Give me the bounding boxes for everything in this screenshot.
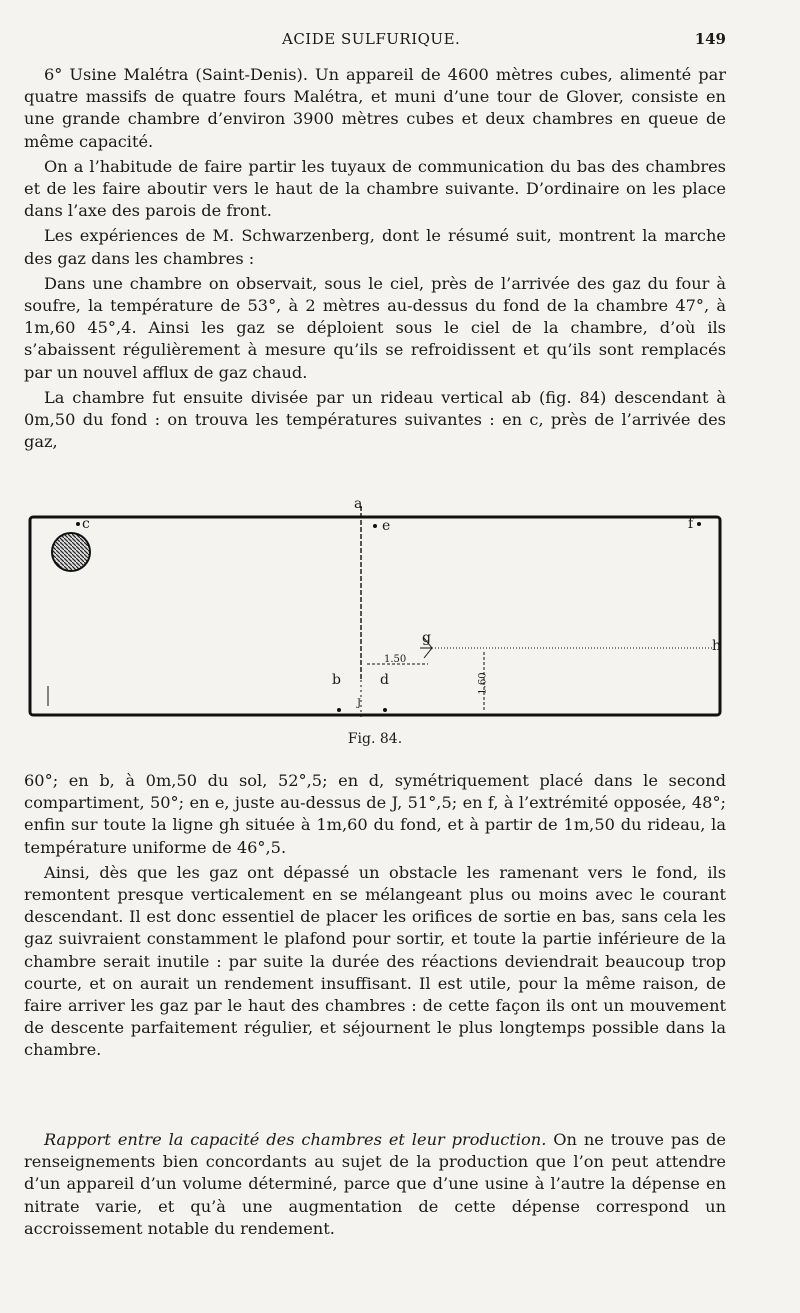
- label-h: h: [712, 638, 722, 654]
- paragraph: On a l’habitude de faire partir les tuyaux de communication du bas des chambres et de les faire aboutir vers le haut de la chambre suivante. D’ordinaire on les place dans l’axe des parois de front.: [24, 156, 726, 221]
- paragraph: La chambre fut ensuite divisée par un rideau vertical ab (fig. 84) descendant à 0m,50 du fond : on trouva les températures suivantes : en c, près de l’arrivée des gaz,: [24, 387, 726, 452]
- paragraph: 60°; en b, à 0m,50 du sol, 52°,5; en d, symétriquement placé dans le second compartiment, 50°; en e, juste au-dessus de J, 51°,5; en f, à l’extrémité opposée, 48°; enfin sur toute la ligne gh située à 1m,60 du fond, et à partir de 1m,50 du rideau, la température uniforme de 46°,5.: [24, 771, 726, 857]
- paragraph-text: On ne trouve pas de renseignements bien concordants au sujet de la production que l’on peut attendre d’un appareil d’un volume déterminé, parce que d’une usine à l’autre la dépense en nitrate varie, et qu’à une augmentation de cette dépense correspond un accroissement notable du rendement.: [24, 1130, 727, 1238]
- text-block-middle: [24, 770, 726, 1062]
- label-e: e: [382, 518, 391, 534]
- figure-caption: Fig. 84.: [347, 731, 403, 747]
- paragraph: Dans une chambre on observait, sous le ciel, près de l’arrivée des gaz du four à soufre, la température de 53°, à 2 mètres au-dessus du fond de la chambre 47°, à 1m,60 45°,4. Ainsi les gaz se déploient sous le ciel de la chambre, d’où ils s’abaissent régulièrement à mesure qu’ils se refroidissent et qu’ils sont remplacés par un nouvel afflux de gaz chaud.: [24, 273, 726, 382]
- paragraph: Les expériences de M. Schwarzenberg, dont le résumé suit, montrent la marche des gaz dans les chambres :: [24, 226, 726, 268]
- section-heading: Rapport entre la capacité des chambres et leur production.: [44, 1130, 547, 1149]
- chamber-diagram: [24, 502, 726, 732]
- label-a: a: [354, 496, 363, 512]
- point-e-marker: [373, 524, 377, 528]
- point-c-marker: [76, 522, 80, 526]
- chamber-outline: [30, 517, 720, 715]
- page-number: 149: [694, 30, 726, 48]
- running-header: [24, 30, 726, 54]
- text-block-top: [24, 64, 726, 453]
- paragraph: [24, 1129, 726, 1240]
- label-dim-vertical: 1.60: [477, 672, 489, 695]
- label-c: c: [82, 516, 90, 532]
- text-block-bottom: [24, 1129, 726, 1240]
- label-b: b: [332, 672, 341, 688]
- label-dim-horizontal: 1.50: [384, 654, 407, 665]
- figure-84: [24, 496, 726, 752]
- gas-inlet-circle: [52, 533, 90, 571]
- point-f-marker: [697, 522, 701, 526]
- paragraph: 6° Usine Malétra (Saint-Denis). Un appareil de 4600 mètres cubes, alimenté par quatre massifs de quatre fours Malétra, et muni d’une tour de Glover, consiste en une grande chambre d’environ 3900 mètres cubes et deux chambres en queue de même capacité.: [24, 65, 726, 151]
- paragraph: Ainsi, dès que les gaz ont dépassé un obstacle les ramenant vers le fond, ils remontent presque verticalement en se mélangeant plus ou moins avec le courant descendant. Il est donc essentiel de placer les orifices de sortie en bas, sans cela les gaz suivraient constamment le plafond pour sortir, et toute la partie inférieure de la chambre serait inutile : par suite la durée des réactions deviendrait beaucoup trop courte, et on aurait un rendement insuffisant. Il est utile, pour la même raison, de faire arriver les gaz par le haut des chambres : de cette façon ils ont un mouvement de descente parfaitement régulier, et séjournent le plus longtemps possible dans la chambre.: [24, 862, 726, 1060]
- point-b-marker: [337, 708, 341, 712]
- running-title: ACIDE SULFURIQUE.: [282, 30, 461, 48]
- label-g: g: [422, 630, 431, 646]
- point-d-marker: [383, 708, 387, 712]
- label-f: f: [688, 516, 694, 532]
- label-d: d: [380, 672, 389, 688]
- label-j: J: [357, 698, 362, 709]
